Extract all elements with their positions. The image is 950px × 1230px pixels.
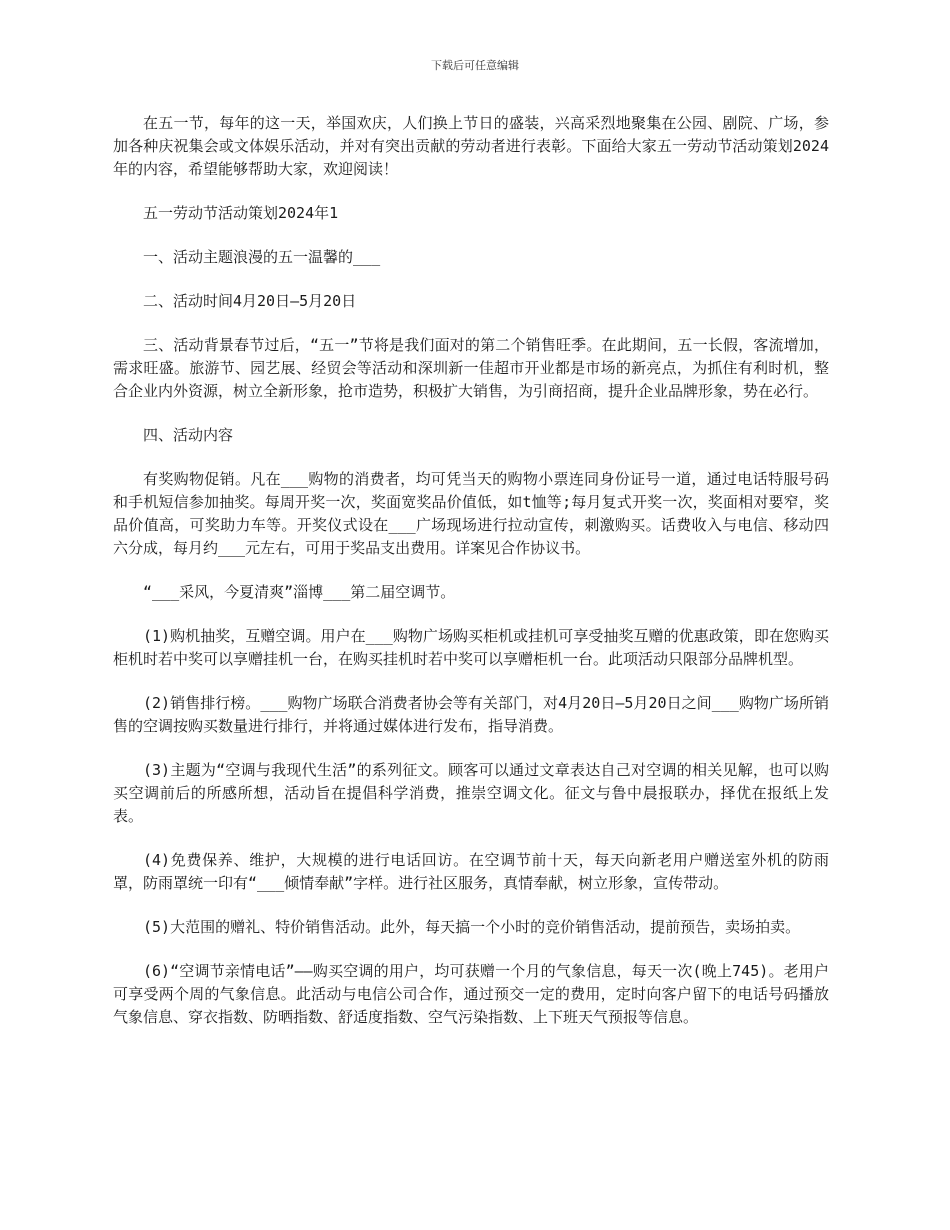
activity-background: 三、活动背景春节过后，“五一”节将是我们面对的第二个销售旺季。在此期间，五一长假，客流增加，需求旺盛。旅游节、园艺展、经贸会等活动和深圳新一佳超市开业都是市场的新亮点，为抓住有利时机，整合企业内外资源，树立全新形象，抢市造势，积极扩大销售，为引商招商，提升企业品牌形象，势在必行。 [113, 336, 829, 400]
prize-promotion-paragraph: 有奖购物促销。凡在___购物的消费者，均可凭当天的购物小票连同身份证号一道，通过电话特服号码和手机短信参加抽奖。每周开奖一次，奖面宽奖品价值低，如t恤等;每月复式开奖一次，奖面相对要窄，奖品价值高，可奖助力车等。开奖仪式设在___广场现场进行拉动宣传，刺激购买。话费收入与电信、移动四六分成，每月约___元左右，可用于奖品支出费用。详案见合作协议书。 [113, 470, 829, 557]
list-item-6: (6)“空调节亲情电话”——购买空调的用户，均可获赠一个月的气象信息，每天一次(晚上745)。老用户可享受两个周的气象信息。此活动与电信公司合作，通过预交一定的费用，定时向客户留下的电话号码播放气象信息、穿衣指数、防晒指数、舒适度指数、空气污染指数、上下班天气预报等信息。 [113, 962, 829, 1026]
list-item-2: (2)销售排行榜。___购物广场联合消费者协会等有关部门，对4月20日—5月20日之间___购物广场所销售的空调按购买数量进行排行，并将通过媒体进行发布，指导消费。 [113, 694, 829, 735]
list-item-1: (1)购机抽奖，互赠空调。用户在___购物广场购买柜机或挂机可享受抽奖互赠的优惠政策，即在您购买柜机时若中奖可以享赠挂机一台，在购买挂机时若中奖可以享赠柜机一台。此项活动只限部分品牌机型。 [113, 627, 829, 668]
section-title: 五一劳动节活动策划2024年1 [143, 204, 339, 222]
activity-time: 二、活动时间4月20日—5月20日 [143, 292, 357, 310]
activity-theme: 一、活动主题浪漫的五一温馨的___ [143, 248, 381, 266]
list-item-4: (4)免费保养、维护，大规模的进行电话回访。在空调节前十天，每天向新老用户赠送室外机的防雨罩，防雨罩统一印有“___倾情奉献”字样。进行社区服务，真情奉献，树立形象，宣传带动。 [113, 851, 829, 892]
activity-content-heading: 四、活动内容 [143, 426, 234, 444]
list-item-5: (5)大范围的赠礼、特价销售活动。此外，每天搞一个小时的竞价销售活动，提前预告，卖场拍卖。 [143, 918, 801, 936]
list-item-3: (3)主题为“空调与我现代生活”的系列征文。顾客可以通过文章表达自己对空调的相关见解，也可以购买空调前后的所感所想，活动旨在提倡科学消费，推崇空调文化。征文与鲁中晨报联办，择优在报纸上发表。 [113, 761, 829, 825]
page-header-note: 下载后可任意编辑 [431, 59, 519, 72]
document-body [113, 112, 829, 1050]
intro-paragraph: 在五一节，每年的这一天，举国欢庆，人们换上节日的盛装，兴高采烈地聚集在公园、剧院、广场，参加各种庆祝集会或文体娱乐活动，并对有突出贡献的劳动者进行表彰。下面给大家五一劳动节活动策划2024年的内容，希望能够帮助大家，欢迎阅读！ [113, 114, 829, 178]
aircon-festival-title: “___采风，今夏清爽”淄博___第二届空调节。 [143, 583, 456, 601]
